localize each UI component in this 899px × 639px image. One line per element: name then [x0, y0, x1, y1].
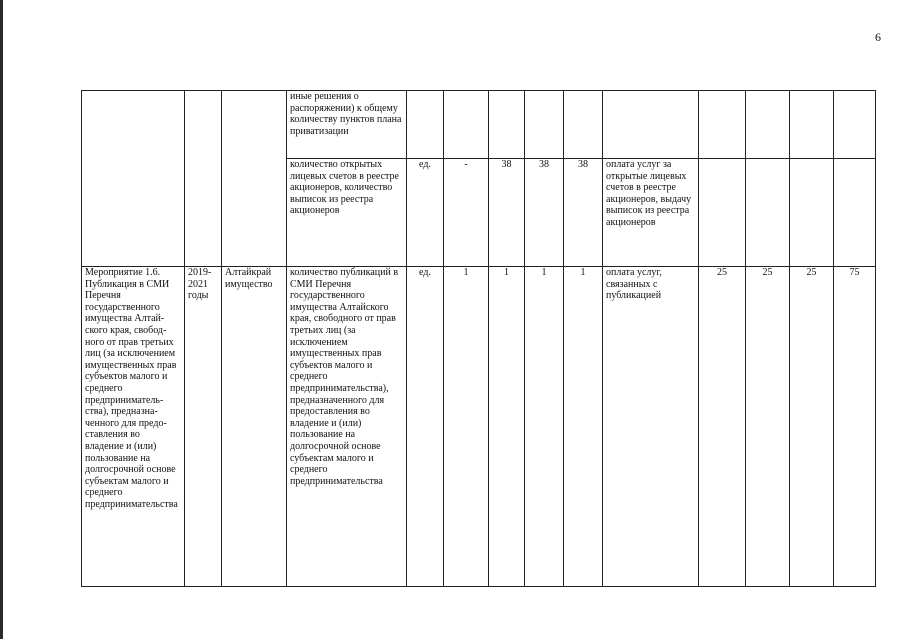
funding-cell — [790, 91, 834, 159]
year-value-cell — [564, 91, 603, 159]
scan-edge — [0, 0, 3, 639]
year-value-cell: 38 — [564, 159, 603, 267]
funding-cell: 25 — [790, 267, 834, 587]
funding-total-cell — [834, 159, 876, 267]
indicator-cell: иные решения о распоряжении) к общему количеству пунктов плана приватизации — [287, 91, 407, 159]
expense-cell — [603, 91, 699, 159]
funding-cell — [746, 91, 790, 159]
executor-cell — [222, 91, 287, 267]
indicator-cell: количество открытых лицевых счетов в реестре акционеров, количество выписок из реестра акционеров — [287, 159, 407, 267]
funding-cell — [699, 91, 746, 159]
base-value-cell: 1 — [444, 267, 489, 587]
year-value-cell: 38 — [489, 159, 525, 267]
year-value-cell: 1 — [525, 267, 564, 587]
funding-cell: 25 — [746, 267, 790, 587]
page-number: 6 — [875, 30, 881, 44]
program-table — [81, 90, 876, 587]
year-value-cell: 38 — [525, 159, 564, 267]
funding-total-cell: 75 — [834, 267, 876, 587]
unit-cell: ед. — [407, 267, 444, 587]
year-value-cell: 1 — [564, 267, 603, 587]
year-value-cell — [525, 91, 564, 159]
funding-cell: 25 — [699, 267, 746, 587]
unit-cell: ед. — [407, 159, 444, 267]
measure-cell: Мероприятие 1.6. Публикация в СМИ Перечня государственного имущества Алтайского края, свободного от прав третьих лиц (за исключением имущественных прав субъектов малого и среднего предпринимательства), предназначенного для предоставления во владение и (или) пользование на долгосрочной основе субъектам малого и среднего предпринимательства — [82, 267, 185, 587]
base-value-cell — [444, 91, 489, 159]
table-row — [82, 267, 876, 587]
period-cell: 2019-2021 годы — [185, 267, 222, 587]
executor-cell: Алтайкрай имущество — [222, 267, 287, 587]
funding-cell — [790, 159, 834, 267]
base-value-cell: - — [444, 159, 489, 267]
year-value-cell: 1 — [489, 267, 525, 587]
funding-cell — [746, 159, 790, 267]
indicator-cell: количество публикаций в СМИ Перечня государственного имущества Алтайского края, свободного от прав третьих лиц (за исключением имущественных прав субъектов малого и среднего предпринимательства), предназначенного для предоставления во владение и (или) пользование на долгосрочной основе субъектам малого и среднего предпринимательства — [287, 267, 407, 587]
expense-cell: оплата услуг, связанных с публикацией — [603, 267, 699, 587]
unit-cell — [407, 91, 444, 159]
expense-cell: оплата услуг за открытые лицевых счетов в реестре акционеров, выдачу выписок из реестра акционеров — [603, 159, 699, 267]
table-row — [82, 91, 876, 159]
measure-cell — [82, 91, 185, 267]
funding-total-cell — [834, 91, 876, 159]
period-cell — [185, 91, 222, 267]
year-value-cell — [489, 91, 525, 159]
funding-cell — [699, 159, 746, 267]
